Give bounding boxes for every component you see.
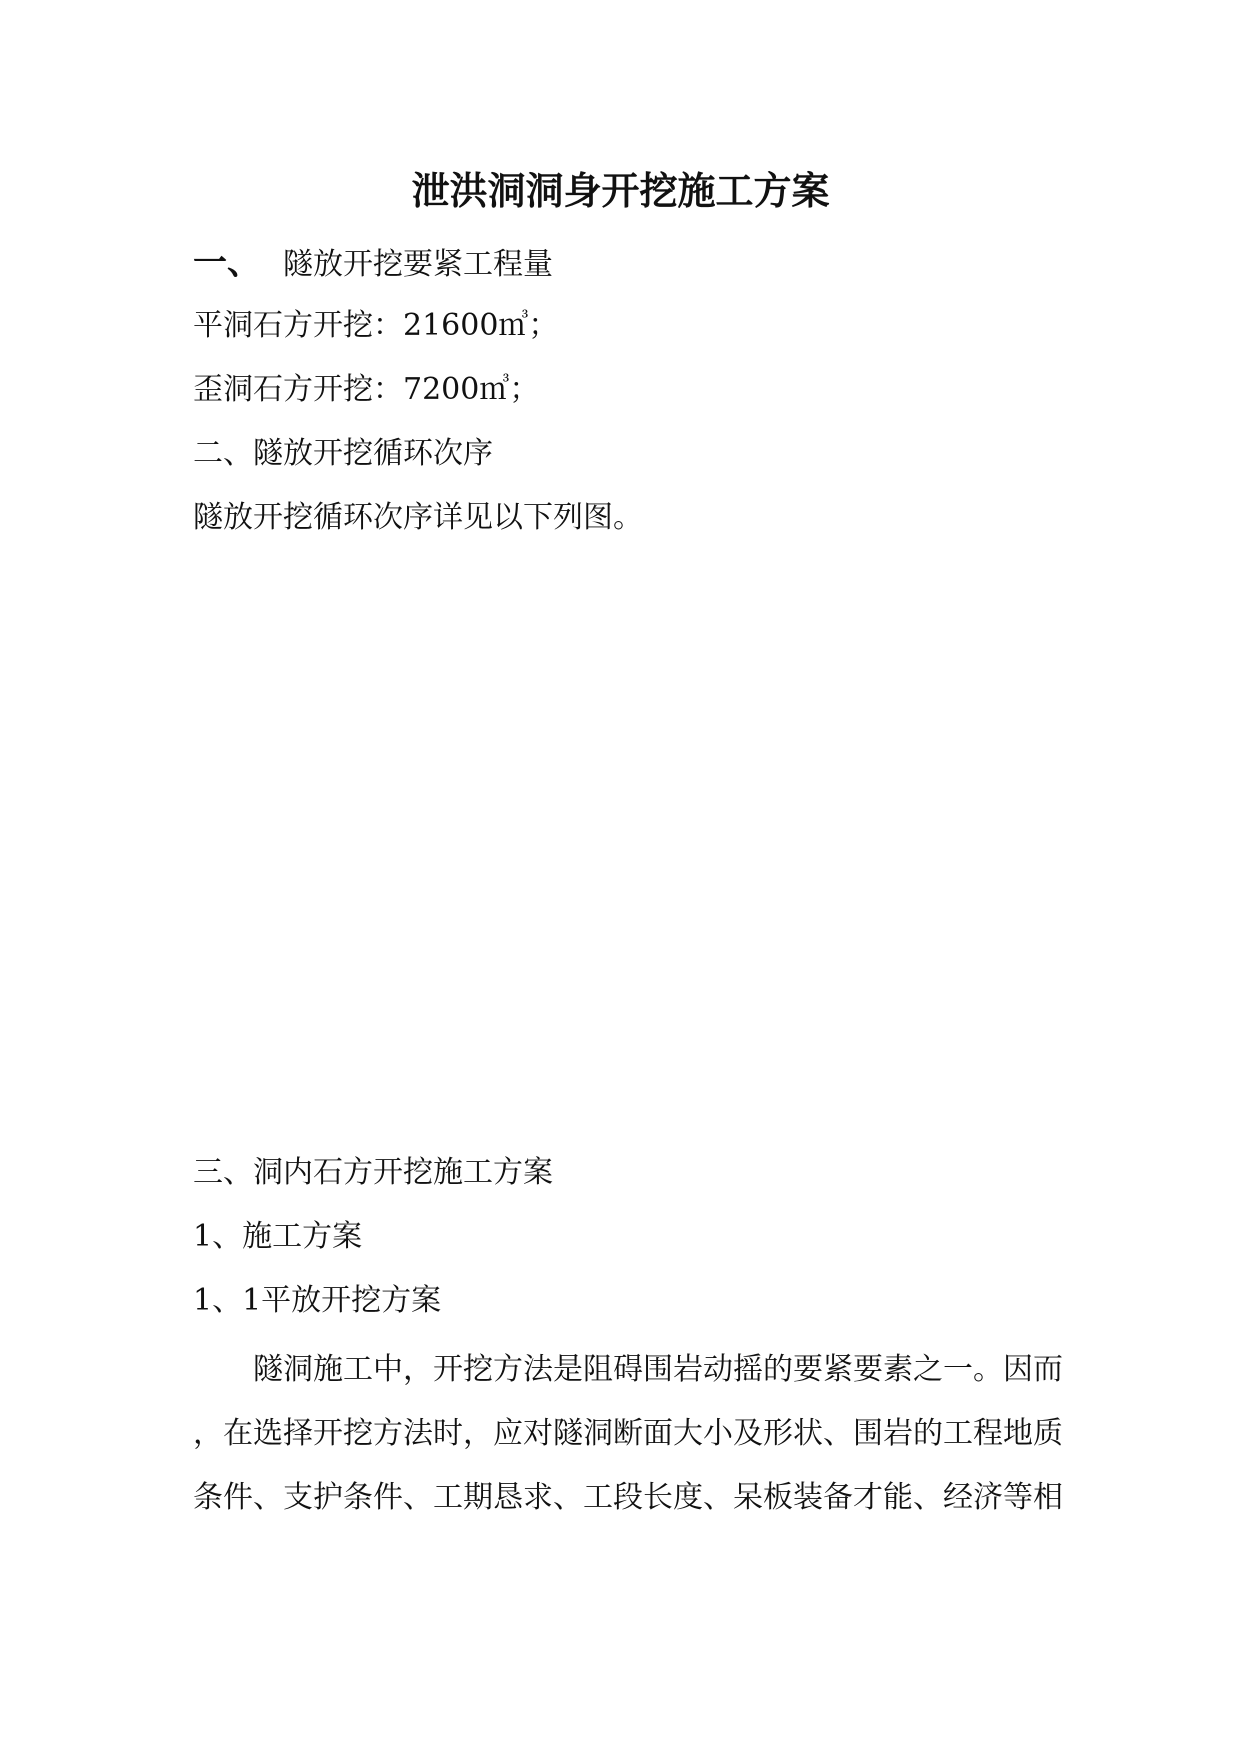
subsection-heading: 1、施工方案 [193,1219,363,1254]
section-heading-1 [193,242,553,286]
section-number: 一、 [193,243,261,283]
paragraph-line: ，在选择开挖方法时，应对隧洞断面大小及形状、围岩的工程地质 [193,1416,1063,1451]
section-heading-text: 隧放开挖要紧工程量 [283,247,553,282]
section-heading-3: 三、洞内石方开挖施工方案 [193,1155,553,1190]
paragraph-line: 隧洞施工中，开挖方法是阻碍围岩动摇的要紧要素之一。因而 [253,1352,1063,1387]
text-line: 歪洞石方开挖：7200㎥； [193,372,540,407]
text-line: 平洞石方开挖：21600㎥； [193,308,559,343]
text-line: 隧放开挖循环次序详见以下列图。 [193,500,643,535]
document-title: 泄洪洞洞身开挖施工方案 [411,168,830,213]
section-heading-2: 二、隧放开挖循环次序 [193,436,493,471]
subsection-heading: 1、1平放开挖方案 [193,1283,442,1318]
paragraph-line: 条件、支护条件、工期恳求、工段长度、呆板装备才能、经济等相 [193,1480,1063,1515]
